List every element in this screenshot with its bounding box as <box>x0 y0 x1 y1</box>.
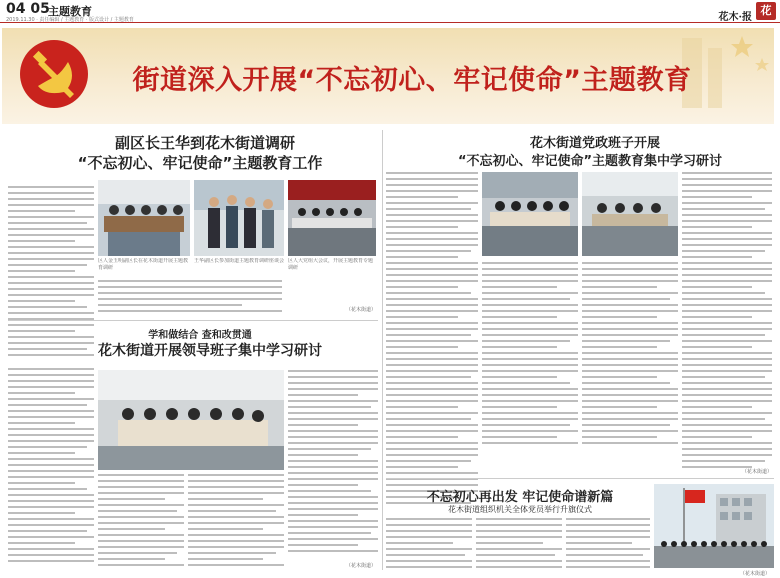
article4-headline: 不忘初心再出发 牢记使命谱新篇 <box>426 490 614 505</box>
article1-photo-visit <box>194 180 284 256</box>
article1-headline-line2: “不忘初心、牢记使命”主题教育工作 <box>77 154 323 172</box>
divider-right <box>386 478 774 479</box>
masthead-logo: 花 <box>756 2 776 20</box>
section-title: 主题教育 <box>48 5 92 18</box>
article3-body-col4 <box>682 172 772 472</box>
article3-body-col1 <box>386 172 478 512</box>
article4-body-col2 <box>476 518 562 574</box>
article2-headline: 花木街道开展领导班子集中学习研讨 <box>98 343 322 359</box>
page-number: 04 05 <box>6 1 50 17</box>
article1-caption2: 王华副区长参加街道主题教育调研座谈会 <box>194 258 284 264</box>
header-subline: 2019.11.30 · 责任编辑 / 主题教育 · 版式设计 / 主题教育 <box>6 17 134 23</box>
article3-headline-line2: “不忘初心、牢记使命”主题教育集中学习研讨 <box>457 154 723 169</box>
article2-body-col3 <box>188 474 284 568</box>
article3-author: （花木街道） <box>742 469 773 475</box>
article1-caption1: 区人金玉明副区长在花木街道开展主题教育调研 <box>98 258 189 271</box>
article2-photo-meeting <box>98 370 284 470</box>
article4-author: （花木街道） <box>740 571 771 577</box>
article2-author: （花木街道） <box>346 563 377 569</box>
article2-body-col2 <box>98 474 184 568</box>
article3-photo-left <box>482 172 578 256</box>
article3-headline-line1: 花木街道党政班子开展 <box>529 136 660 151</box>
divider-left <box>8 320 378 321</box>
article2-body-col1 <box>8 368 94 568</box>
article1-photo-conference <box>288 180 376 256</box>
article4-body-col3 <box>566 518 650 574</box>
article1-body-col1 <box>8 186 94 362</box>
article1-headline-line1: 副区长王华到花木街道调研 <box>114 134 295 152</box>
article1-photo-meeting <box>98 180 190 256</box>
article3-body-col2 <box>482 262 578 452</box>
article2-kicker: 学和做结合 查和改贯通 <box>148 330 252 341</box>
banner-title: 街道深入开展“不忘初心、牢记使命”主题教育 <box>132 65 692 96</box>
article4-subheadline: 花木街道组织机关全体党员举行升旗仪式 <box>448 505 592 514</box>
page-header <box>0 0 780 23</box>
masthead-brand: 花木·报 <box>718 12 752 23</box>
article4-body-col1 <box>386 518 472 574</box>
article1-body-col2 <box>98 280 282 316</box>
article4-photo-flag-ceremony <box>654 484 774 568</box>
divider-vertical <box>382 130 383 570</box>
article1-caption3: 区人大党组大会议，开展主题教育专题调研 <box>288 258 374 271</box>
article1-author: （花木街道） <box>346 307 377 313</box>
banner <box>2 28 774 124</box>
article3-body-col3 <box>582 262 678 452</box>
article2-body-col4 <box>288 370 378 560</box>
party-emblem-icon <box>16 36 92 112</box>
article3-photo-right <box>582 172 678 256</box>
